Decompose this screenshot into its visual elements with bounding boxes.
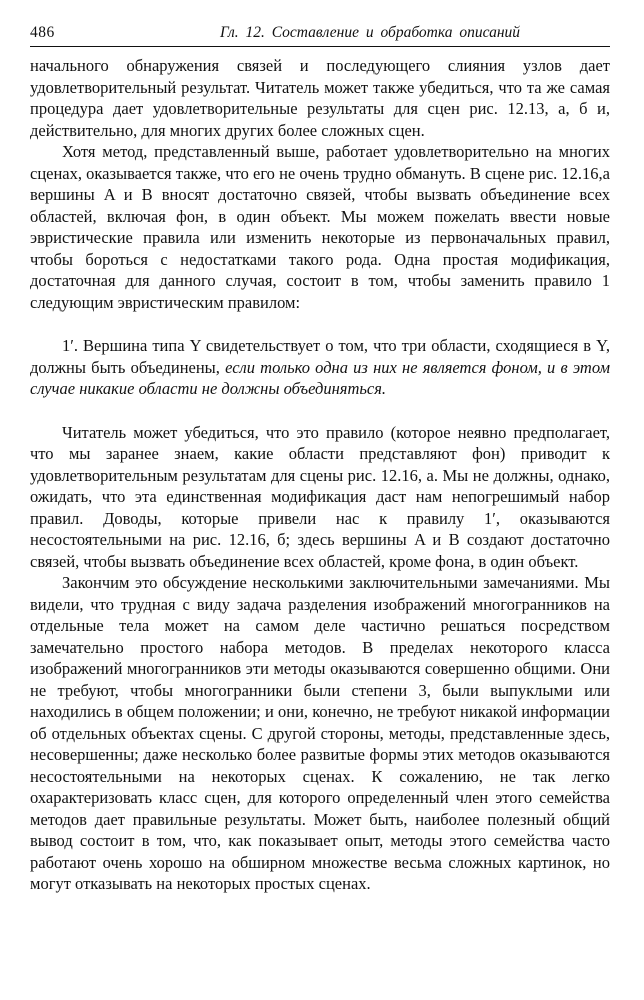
page-header (30, 18, 610, 47)
heuristic-rule-1-prime (30, 335, 610, 400)
running-title: Гл. 12. Составление и обработка описаний (219, 24, 521, 41)
page-number: 486 (30, 24, 55, 41)
paragraph-continuation: начального обнаружения связей и последующего слияния узлов дает удовлетворительный результат. Читатель может также убедиться, что та же самая процедура дает удовлетворительные результаты для сцен рис. 12.13, а, б и, действительно, для многих других более сложных сцен. (30, 56, 610, 140)
paragraph-conclusion: Закончим это обсуждение несколькими заключительными замечаниями. Мы видели, что трудная с виду задача разделения изображений многогранников на отдельные тела может на самом деле частично решаться посредством замечательно простого набора методов. В пределах некоторого класса изображений многогранников эти методы оказываются совершенно общими. Они не требуют, чтобы многогранники были степени 3, были выпуклыми или находились в общем положении; и они, конечно, не требуют никакой информации об отдельных объектах сцены. С другой стороны, методы, представленные здесь, несовершенны; даже несколько более развитые формы этих методов оказываются несостоятельными на некоторых сценах. К сожалению, не так легко охарактеризовать класс сцен, для которого определенный член этого семейства методов дает правильные результаты. Может быть, наиболее полезный общий вывод состоит в том, что, как показывает опыт, методы этого семейства часто работают очень хорошо на обширном множестве весьма сложных картинок, но могут отказывать на некоторых простых сценах. (30, 573, 610, 893)
page-body (30, 55, 610, 895)
rule-italic-text: если только одна из них не является фоном, и в этом случае никакие области не должны объединяться. (30, 357, 610, 398)
paragraph-method-limits: Хотя метод, представленный выше, работает удовлетворительно на многих сценах, оказывается также, что его не очень трудно обмануть. В сцене рис. 12.16,а вершины A и B вносят достаточно связей, чтобы вызвать объединение всех областей, включая фон, в один объект. Мы можем пожелать ввести новые эвристические правила или изменить некоторые из первоначальных правил, чтобы бороться с недостатками такого рода. Одна простая модификация, достаточная для данного случая, состоит в том, чтобы заменить правило 1 следующим эвристическим правилом: (30, 142, 610, 312)
book-page (30, 18, 610, 978)
rule-plain-text: 1′. Вершина типа Y свидетельствует о том, что три области, сходящиеся в Y, должны быть объединены, (30, 336, 610, 377)
paragraph-rule-evaluation: Читатель может убедиться, что это правило (которое неявно предполагает, что мы заранее знаем, какие области представляют фон) приводит к удовлетворительным результатам для сцены рис. 12.16, а. Мы не должны, однако, ожидать, что эта единственная модификация даст нам непогрешимый набор правил. Доводы, которые привели нас к правилу 1′, оказываются несостоятельными на рис. 12.16, б; здесь вершины A и B создают достаточно связей, чтобы вызвать объединение всех областей, кроме фона, в один объект. (30, 422, 610, 571)
